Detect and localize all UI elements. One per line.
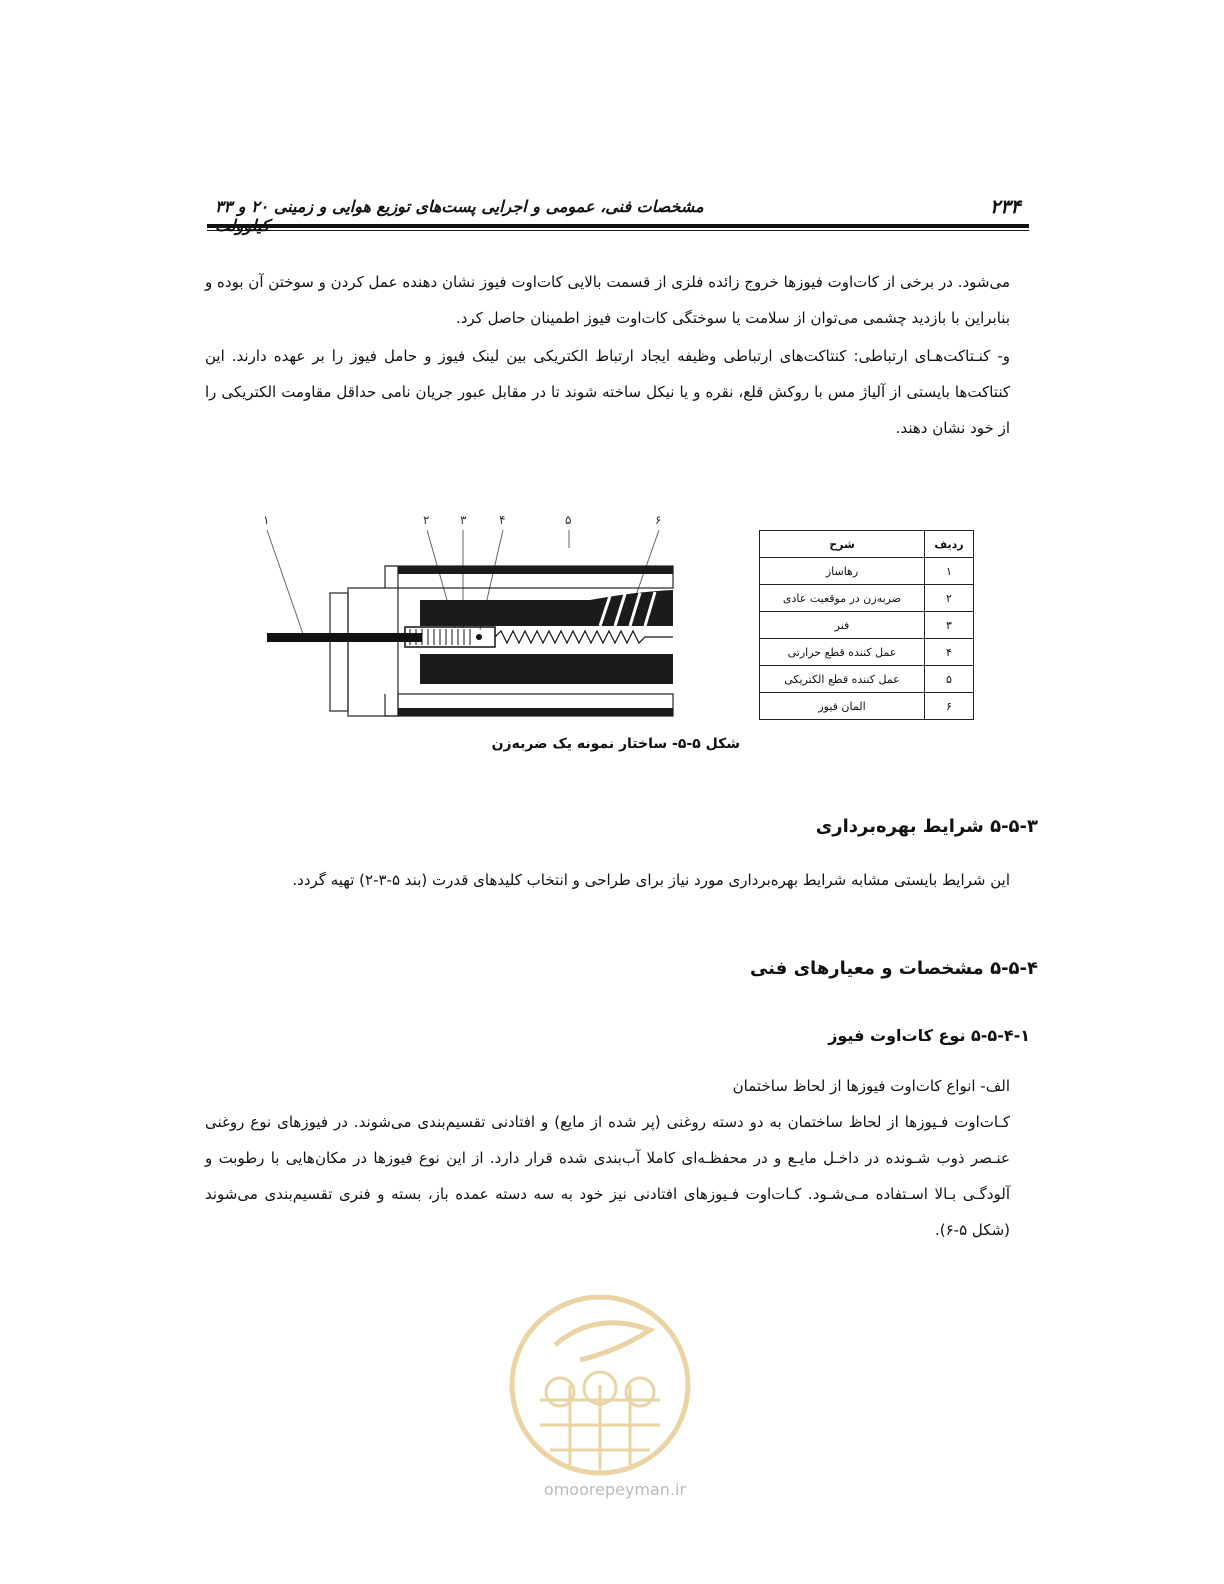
table-row <box>760 585 974 612</box>
header-rule-thick <box>207 224 1029 228</box>
row-number: ۶ <box>925 693 974 720</box>
section-heading-technical-specs: ۵-۵-۴ مشخصات و معیارهای فنی <box>749 958 1038 979</box>
paragraph-operating-conditions: این شرایط بایستی مشابه شرایط بهره‌برداری مورد نیاز برای طراحی و انتخاب کلیدهای قدرت (بند ۵-۳-۲) تهیه گردد. <box>292 871 1010 889</box>
callout-1: ۱ <box>263 513 270 527</box>
pin-ball <box>476 634 482 640</box>
spring <box>495 631 673 643</box>
table-row <box>760 639 974 666</box>
row-number: ۳ <box>925 612 974 639</box>
row-description: عمل کننده قطع الکتریکی <box>760 666 925 693</box>
header-description: شرح <box>760 531 925 558</box>
header-row-number: ردیف <box>925 531 974 558</box>
header-rule-thin <box>207 230 1029 231</box>
row-description: ضربه‌زن در موقعیت عادی <box>760 585 925 612</box>
row-description: عمل کننده قطع حرارتی <box>760 639 925 666</box>
row-number: ۱ <box>925 558 974 585</box>
paragraph-fuse-indicator: می‌شود. در برخی از کات‌اوت فیوزها خروج زائده فلزی از قسمت بالایی کات‌اوت فیوز نشان دهنده عمل کردن و سوختن آن بوده و بنابراین با بازدید چشمی می‌توان از سلامت یا سوختگی کات‌اوت فیوز اطمینان حاصل کرد. <box>205 273 1010 327</box>
callout-5: ۵ <box>565 513 572 527</box>
table-header-row <box>760 531 974 558</box>
running-title: مشخصات فنی، عمومی و اجرایی پست‌های توزیع هوایی و زمینی ۲۰ و ۳۳ <box>215 197 704 216</box>
watermark-logo <box>500 1290 700 1480</box>
figure-caption: شکل ۵-۵- ساختار نمونه یک ضربه‌زن <box>491 736 740 752</box>
paragraph-cutout-types: کـات‌اوت فـیوزها از لحاظ ساختمان به دو دسته روغنی (پر شده از مایع) و افتادنی تقسیم‌بندی می‌شوند. در فیوزهای نوع روغنی عنـصر ذوب شـونده در داخـل مایـع و در محفظـه‌ای کاملا آب‌بندی شده قرار دارد. از این نوع فیوزها در مکان‌هایی با رطوبت و آلودگـی بـالا اسـتفاده مـی‌شـود. کـات‌اوت فـیوزهای افتادنی نیز خود به سه دسته عمده باز، بسته و فنری تقسیم‌بندی می‌شوند (شکل ۵-۶). <box>205 1113 1010 1239</box>
row-description: فنر <box>760 612 925 639</box>
table-row <box>760 666 974 693</box>
callout-3: ۳ <box>460 513 467 527</box>
paragraph-cutout-types-title: الف- انواع کات‌اوت فیوزها از لحاظ ساختمان <box>732 1077 1010 1095</box>
subsection-heading-cutout-type: ۵-۵-۴-۱ نوع کات‌اوت فیوز <box>828 1026 1030 1045</box>
page-number: ۲۳۴ <box>990 196 1021 218</box>
table-row <box>760 558 974 585</box>
release-rod <box>267 633 422 642</box>
row-description: المان فیوز <box>760 693 925 720</box>
section-heading-operating-conditions: ۵-۵-۳ شرایط بهره‌برداری <box>815 816 1038 837</box>
callout-4: ۴ <box>499 513 506 527</box>
table-row <box>760 693 974 720</box>
callout-2: ۲ <box>423 513 430 527</box>
legend-table <box>759 530 974 720</box>
row-number: ۲ <box>925 585 974 612</box>
striker-structure-figure <box>255 508 685 718</box>
row-number: ۵ <box>925 666 974 693</box>
callout-6: ۶ <box>655 513 662 527</box>
watermark-url: omoorepeyman.ir <box>543 1480 687 1499</box>
row-number: ۴ <box>925 639 974 666</box>
row-description: رهاساز <box>760 558 925 585</box>
table-row <box>760 612 974 639</box>
paragraph-contacts: و- کنـتاکت‌هـای ارتباطی: کنتاکت‌های ارتباطی وظیفه ایجاد ارتباط الکتریکی بین لینک فیوز و حامل فیوز را بر عهده دارند. این کنتاکت‌ها بایستی از آلیاژ مس با روکش قلع، نقره و یا نیکل ساخته شوند تا در مقابل عبور جریان نامی حداقل مقاومت الکتریکی را از خود نشان دهند. <box>205 347 1010 437</box>
